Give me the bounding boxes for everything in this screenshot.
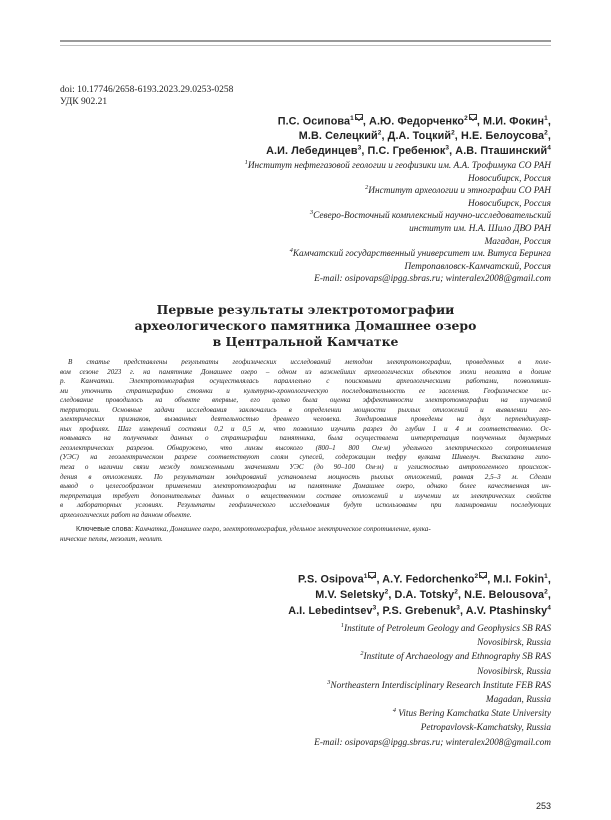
abstract-line: геоэлектрических разрезов. Обнаружено, что линзы высокого (800–1 800 Ом·м) удельного электрического сопротивления [60, 443, 551, 452]
affil-text: Институт археологии и этнографии СО РАН [368, 186, 551, 197]
ru-authors-line-3 [60, 144, 551, 159]
affil-line [60, 198, 551, 211]
abstract-line: археологических работ на данном объекте. [60, 510, 192, 519]
keywords-label: Ключевые слова: [76, 525, 134, 533]
keywords [60, 525, 551, 544]
affil-line [60, 622, 551, 636]
affil-line [60, 693, 551, 707]
affil-text: Magadan, Russia [485, 695, 551, 706]
abstract-line: вом сезоне 2023 г. на памятнике Домашнее озеро – одном из важнейших археологических объектов эпохи неолита в долине [60, 367, 551, 376]
affil-text: Камчатский государственный университет им. Витуса Беринга [292, 249, 551, 260]
abstract [60, 358, 551, 520]
affil-line [60, 185, 551, 198]
author-name: , Н.Е. Белоусова [454, 130, 545, 142]
author-name: М.В. Селецкий [298, 130, 378, 142]
abstract-line: электрических признаков, вызванных деятельностью древнего человека. Зондирования проведены на двух перпендикуляр- [60, 415, 551, 424]
affil-text: институт им. Н.А. Шило ДВО РАН [409, 223, 551, 234]
envelope-icon [469, 114, 477, 120]
affil-line [60, 223, 551, 236]
ru-authors-line-1 [60, 114, 551, 130]
abstract-line: дения в отложениях. По результатам зондирований установлена мощность рыхлых отложений, равная 2,5–3 м. Сделан [60, 472, 551, 481]
affil-sup: 3 [309, 209, 314, 217]
affil-sup: 4 [289, 247, 293, 255]
author-name: , D.A. Totsky [388, 589, 455, 601]
author-name: , M.I. Fokin [487, 573, 545, 586]
title-line: в Центральной Камчатке [212, 334, 399, 349]
ru-authors-line-2 [60, 129, 551, 144]
affil-sup: 3 [456, 604, 460, 612]
affil-line [60, 636, 551, 650]
en-affiliations [60, 622, 551, 750]
abstract-line: (УЭС) на геоэлектрическом разрезе соответствуют слоям супесей, содержащим тефру вулкана Шивелуч. Высказана гипо- [60, 453, 551, 462]
affil-text: Магадан, Россия [484, 236, 551, 247]
affil-line [60, 173, 551, 186]
affil-text: Vitus Bering Kamchatka State University [395, 709, 551, 720]
affil-sup: 2 [384, 588, 389, 596]
abstract-line: теза о наличии связи между пониженными значениями УЭС (до 90–100 Ом·м) и углистостью антропогенного происхож- [60, 463, 551, 472]
affil-sup: 2 [365, 184, 369, 192]
affil-line [60, 721, 551, 735]
paper-title [60, 302, 551, 350]
abstract-line: территории. Основные задачи исследования заключались в определении мощности рыхлых отложений и выявлении гео- [60, 405, 551, 414]
title-line: Первые результаты электротомографии [156, 302, 455, 317]
separator: , [547, 573, 551, 586]
affil-line [60, 707, 551, 721]
abstract-line: ми уточнить стратиграфию стоянки и культурно-хронологическую последовательность ее заселения. Геофизическое ис- [60, 386, 551, 395]
email-line [60, 273, 551, 286]
author-name: , М.И. Фокин [476, 115, 545, 128]
affil-sup: 2 [464, 115, 468, 122]
affil-text: Институт нефтегазовой геологии и геофизики им. А.А. Трофимука СО РАН [247, 161, 551, 171]
affil-sup: 2 [544, 129, 548, 137]
en-authors-line-2 [60, 588, 551, 603]
affil-line [60, 261, 551, 274]
envelope-icon [368, 572, 376, 578]
affil-sup: 2 [377, 129, 382, 137]
affil-line [60, 160, 551, 173]
abstract-line: вывод о целесообразном применении электротомографии на памятнике Домашнее озеро, однако более качественная ин- [60, 482, 551, 491]
affil-sup: 1 [363, 573, 368, 580]
abstract-line: ных профилях. Шаг измерений составил 0,2 и 0,5 м, что позволило изучить разрез до глубин 1 и 4 м соответственно. Ос- [60, 424, 551, 433]
affil-sup: 2 [454, 588, 458, 596]
author-name: , A.V. Ptashinsky [459, 605, 548, 617]
affil-text: Northeastern Interdisciplinary Research Institute FEB RAS [330, 680, 551, 691]
affil-text: Новосибирск, Россия [467, 173, 551, 184]
title-line: археологического памятника Домашнее озеро [134, 318, 477, 333]
abstract-line: В статье представлены результаты геофизических исследований методом электротомографии, проведенных в поле- [68, 358, 551, 366]
author-name: M.V. Seletsky [315, 589, 385, 601]
affil-sup: 3 [372, 604, 377, 612]
affil-text: E-mail: osipovaps@ipgg.sbras.ru; winteralex2008@gmail.com [314, 274, 551, 285]
affil-sup: 2 [451, 129, 455, 137]
affil-text: E-mail: osipovaps@ipgg.sbras.ru; winteralex2008@gmail.com [314, 737, 551, 748]
en-authors-line-1 [60, 572, 551, 588]
author-name: П.С. Осипова [277, 115, 351, 128]
author-name: А.И. Лебединцев [266, 145, 358, 157]
author-name: P.S. Osipova [297, 573, 364, 586]
author-name: , А.В. Пташинский [449, 145, 548, 157]
separator: , [547, 115, 551, 128]
affil-sup: 1 [350, 115, 354, 122]
keywords-line [60, 525, 551, 535]
abstract-line: в лабораторных условиях. Результаты геофизического исследования будут использованы при планировании последующих [60, 501, 551, 510]
author-name: , А.Ю. Федорченко [362, 115, 465, 128]
affil-text: Petropavlovsk-Kamchatsky, Russia [420, 723, 551, 734]
affil-sup: 3 [327, 678, 331, 686]
header-rule-thin [60, 45, 551, 46]
doi-line: doi: 10.17746/2658-6193.2023.29.0253-0258 [60, 85, 234, 95]
keywords-text: Камчатка, Домашнее озеро, электротомография, удельное электрическое сопротивление, вулка- [134, 525, 431, 533]
affil-text: Novosibirsk, Russia [477, 638, 551, 649]
envelope-icon [355, 114, 363, 120]
author-name: , N.E. Belousova [457, 589, 545, 601]
abstract-line: следование проводилось на объекте впервые, его целью была оценка эффективности электротомографии на изучаемой [60, 396, 551, 405]
author-name: A.I. Lebedintsev [288, 605, 373, 617]
separator: , [547, 130, 551, 142]
affil-sup: 2 [360, 650, 364, 658]
affil-sup: 1 [544, 573, 548, 580]
en-authors-line-3 [60, 604, 551, 619]
affil-line [60, 665, 551, 679]
udk-line: УДК 902.21 [60, 97, 108, 107]
keywords-text: нические пеплы, мезолит, неолит. [60, 534, 163, 543]
affil-sup: 4 [392, 707, 396, 715]
ru-affiliations [60, 160, 551, 286]
email-line [60, 736, 551, 750]
author-name: , P.S. Grebenuk [376, 605, 457, 617]
affil-sup: 1 [244, 158, 248, 166]
affil-sup: 3 [357, 144, 362, 152]
affil-line [60, 248, 551, 261]
author-name: , A.Y. Fedorchenko [376, 573, 475, 586]
abstract-line: терпретация требует дополнительных данных о вещественном составе отложений и изучении их электрических свойств [60, 491, 551, 500]
affil-text: Institute of Archaeology and Ethnography SB RAS [363, 652, 551, 663]
affil-text: Новосибирск, Россия [467, 198, 551, 209]
envelope-icon [479, 572, 487, 578]
affil-text: Северо-Восточный комплексный научно-исследовательский [313, 211, 551, 222]
page-number: 253 [535, 801, 551, 811]
affil-sup: 4 [547, 604, 551, 612]
affil-sup: 4 [547, 144, 551, 152]
abstract-line: р. Камчатки. Электротомография осуществлялась параллельно с поисковыми археологическими работами, позволивши- [60, 377, 551, 386]
affil-line [60, 236, 551, 249]
abstract-line: новываясь на полученных данных о стратиграфии памятника, была осуществлена интерпретация полученных двумерных [60, 434, 551, 443]
affil-sup: 1 [544, 115, 548, 122]
header-rule-thick [60, 40, 551, 42]
affil-text: Novosibirsk, Russia [477, 666, 551, 677]
author-name: , П.С. Гребенюк [361, 145, 446, 157]
affil-line [60, 210, 551, 223]
affil-sup: 3 [445, 144, 450, 152]
affil-text: Петропавловск-Камчатский, Россия [404, 261, 551, 272]
affil-sup: 2 [474, 573, 479, 580]
author-name: , Д.А. Тоцкий [381, 130, 452, 142]
affil-line [60, 650, 551, 664]
affil-text: Institute of Petroleum Geology and Geophysics SB RAS [344, 624, 551, 634]
affil-sup: 2 [544, 588, 548, 596]
separator: , [547, 589, 551, 601]
affil-sup: 1 [340, 621, 345, 629]
affil-line [60, 679, 551, 693]
